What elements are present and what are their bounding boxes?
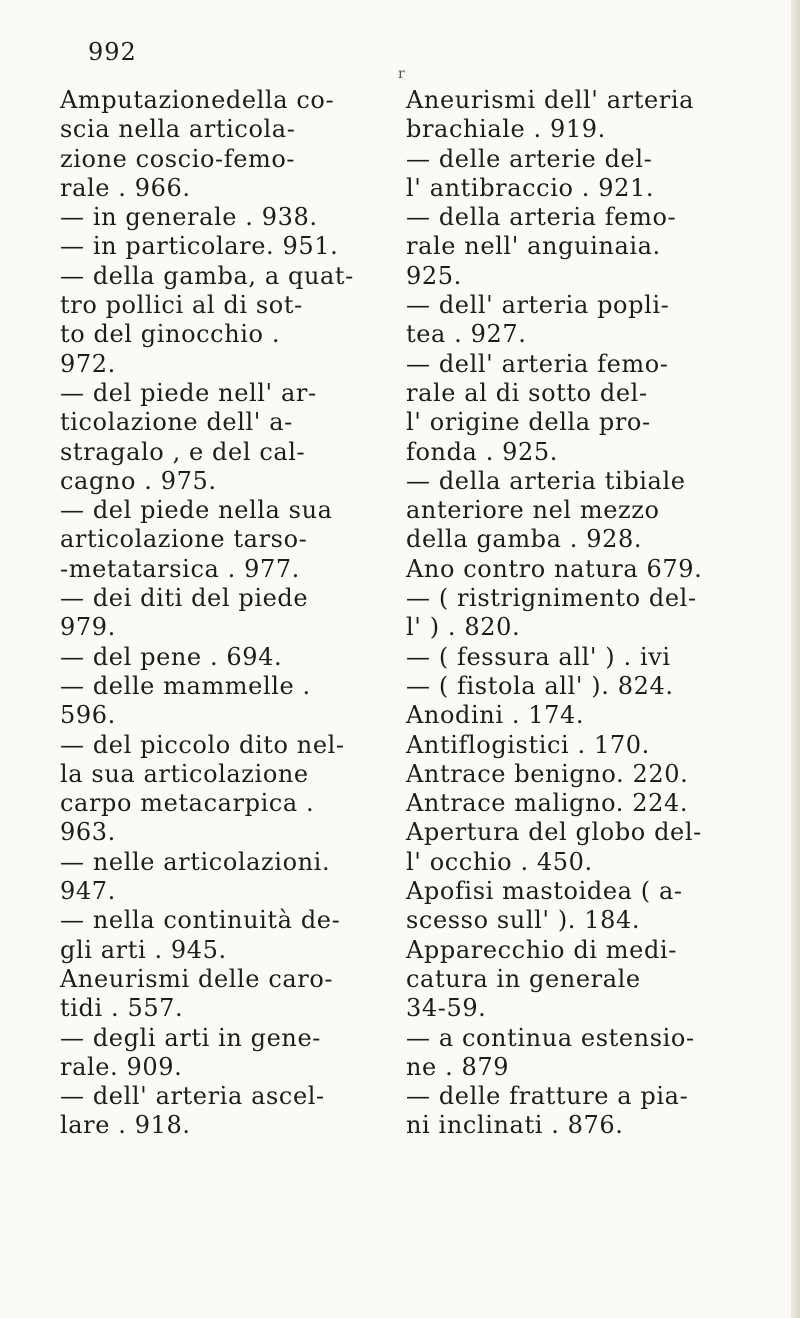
index-line: 963. — [60, 818, 116, 847]
index-line: — ( fessura all' ) . ivi — [406, 642, 671, 671]
corner-mark: r — [398, 66, 405, 82]
index-line: — del piccolo dito nel- — [60, 730, 345, 759]
index-line: catura in generale — [406, 964, 641, 993]
index-line: — ( fistola all' ). 824. — [406, 671, 674, 700]
index-line: — nella continuità de- — [60, 906, 341, 935]
index-line: tidi . 557. — [60, 994, 184, 1023]
index-line: l' origine della pro- — [406, 408, 651, 437]
index-line: — in generale . 938. — [60, 203, 318, 232]
index-line: brachiale . 919. — [406, 115, 606, 144]
index-line: — della arteria tibiale — [406, 466, 686, 495]
index-line: Antrace benigno. 220. — [406, 759, 689, 788]
index-line: — della gamba, a quat- — [60, 261, 354, 290]
index-line: scia nella articola- — [60, 115, 296, 144]
index-line: Apertura del globo del- — [406, 818, 702, 847]
index-line: ni inclinati . 876. — [406, 1111, 624, 1140]
index-line: rale. 909. — [60, 1052, 183, 1081]
index-line: Aneurismi dell' arteria — [406, 86, 695, 114]
index-line: — dell' arteria popli- — [406, 291, 670, 320]
index-line: stragalo , e del cal- — [60, 437, 306, 466]
index-line: 596. — [60, 701, 116, 730]
index-line: l' ) . 820. — [406, 613, 521, 642]
index-line: — delle arterie del- — [406, 144, 653, 173]
index-line: fonda . 925. — [406, 437, 558, 466]
index-line: l' occhio . 450. — [406, 847, 593, 876]
index-line: Amputazionedella co- — [60, 86, 335, 114]
index-line: cagno . 975. — [60, 466, 217, 495]
index-line: 979. — [60, 613, 116, 642]
index-line: gli arti . 945. — [60, 935, 227, 964]
page-edge — [791, 0, 800, 1318]
index-line: 925. — [406, 261, 462, 290]
index-line: l' antibraccio . 921. — [406, 173, 655, 202]
right-column — [406, 86, 786, 1141]
index-line: Apofisi mastoidea ( a- — [406, 877, 683, 906]
index-line: — delle fratture a pia- — [406, 1082, 689, 1111]
index-line: to del ginocchio . — [60, 320, 281, 349]
index-line: Aneurismi delle caro- — [60, 964, 334, 993]
index-line: Antrace maligno. 224. — [406, 789, 689, 818]
index-line: la sua articolazione — [60, 759, 309, 788]
index-line: lare . 918. — [60, 1111, 191, 1140]
index-line: Anodini . 174. — [406, 701, 585, 730]
index-line: -metatarsica . 977. — [60, 554, 300, 583]
index-line: 947. — [60, 877, 116, 906]
index-line: rale nell' anguinaia. — [406, 232, 661, 261]
index-line: — del piede nell' ar- — [60, 378, 317, 407]
index-line: — a continua estensio- — [406, 1023, 695, 1052]
index-line: tea . 927. — [406, 320, 527, 349]
index-line: — del pene . 694. — [60, 642, 283, 671]
index-line: Ano contro natura 679. — [406, 554, 703, 583]
index-line: — delle mammelle . — [60, 671, 311, 700]
index-line: Apparecchio di medi- — [406, 935, 677, 964]
page-number: 992 — [88, 38, 137, 66]
index-line: della gamba . 928. — [406, 525, 643, 554]
index-line: carpo metacarpica . — [60, 789, 315, 818]
index-line: 34-59. — [406, 994, 487, 1023]
index-line: — dei diti del piede — [60, 584, 309, 613]
index-line: anteriore nel mezzo — [406, 496, 660, 525]
index-line: — nelle articolazioni. — [60, 847, 331, 876]
index-line: — degli arti in gene- — [60, 1023, 321, 1052]
index-line: — dell' arteria ascel- — [60, 1082, 325, 1111]
index-line: ne . 879 — [406, 1052, 510, 1081]
index-line: 972. — [60, 349, 116, 378]
index-line: rale al di sotto del- — [406, 378, 648, 407]
index-line: scesso sull' ). 184. — [406, 906, 641, 935]
index-line: rale . 966. — [60, 173, 191, 202]
index-line: articolazione tarso- — [60, 525, 308, 554]
index-line: ticolazione dell' a- — [60, 408, 293, 437]
left-column — [60, 86, 390, 1141]
index-line: tro pollici al di sot- — [60, 291, 303, 320]
index-line: Antiflogistici . 170. — [406, 730, 650, 759]
index-line: — del piede nella sua — [60, 496, 333, 525]
index-line: — della arteria femo- — [406, 203, 677, 232]
index-line: zione coscio-femo- — [60, 144, 296, 173]
index-line: — dell' arteria femo- — [406, 349, 669, 378]
index-line: — in particolare. 951. — [60, 232, 339, 261]
index-line: — ( ristrignimento del- — [406, 584, 697, 613]
